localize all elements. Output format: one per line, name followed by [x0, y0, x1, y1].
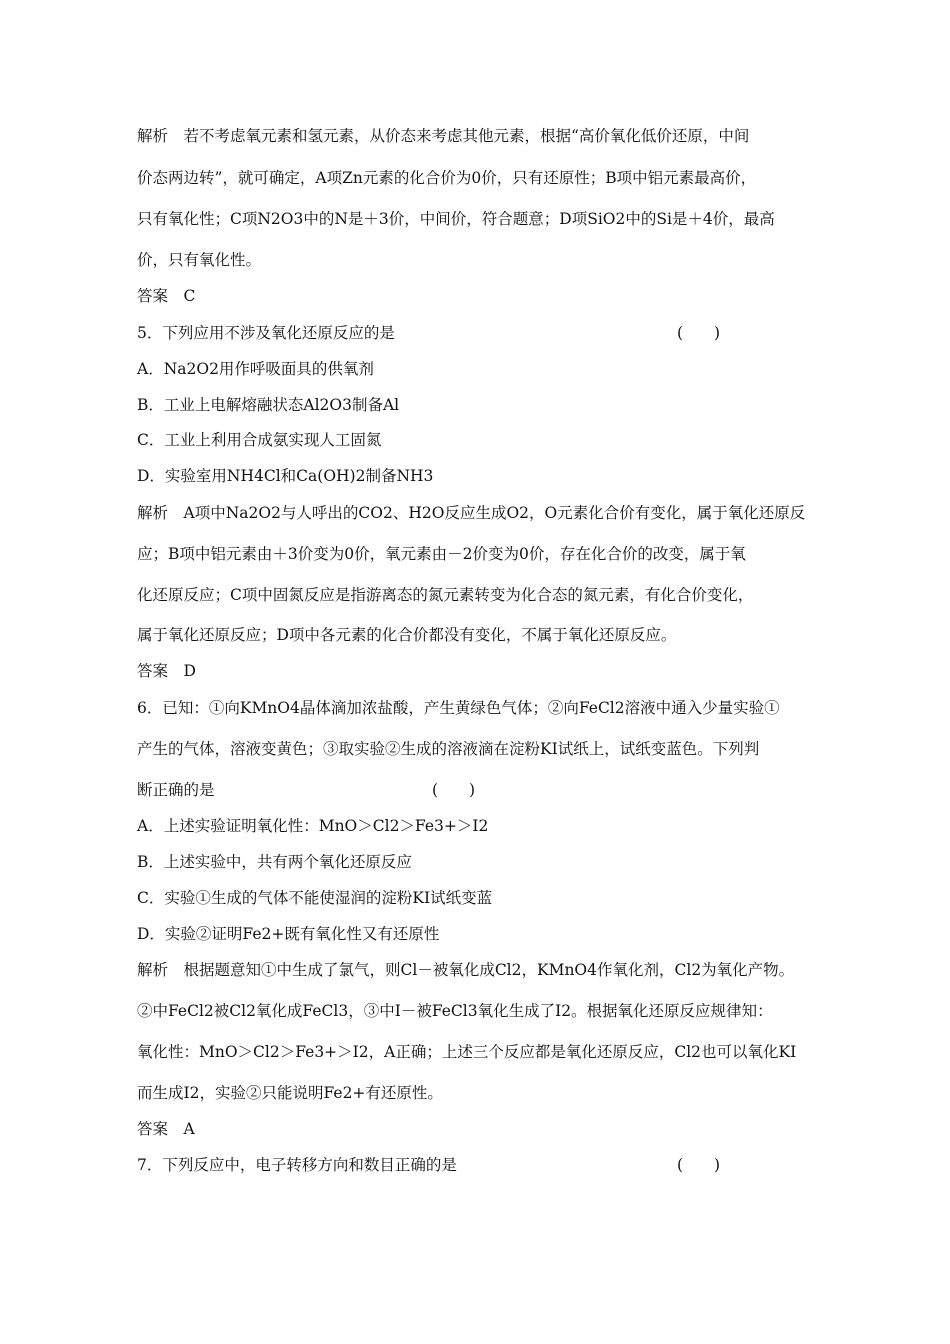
analysis-line: 而生成I2，实验②只能说明Fe2+有还原性。 — [137, 1084, 443, 1102]
analysis-line: 价态两边转”，就可确定，A项Zn元素的化合价为0价，只有还原性；B项中铝元素最高价， — [137, 169, 757, 187]
answer-line: 答案 A — [137, 1120, 195, 1138]
answer-line: 答案 D — [137, 662, 196, 680]
option-a: A．Na2O2用作呼吸面具的供氧剂 — [137, 360, 374, 378]
question-6-stem: 6．已知：①向KMnO4晶体滴加浓盐酸，产生黄绿色气体；②向FeCl2溶液中通入少量实验① — [137, 699, 780, 717]
analysis-line: 解析 根据题意知①中生成了氯气，则Cl－被氧化成Cl2，KMnO4作氧化剂，Cl2为氧化产物。 — [137, 961, 795, 979]
option-b: B．上述实验中，共有两个氧化还原反应 — [137, 853, 412, 871]
answer-blank: ( ) — [677, 1156, 721, 1174]
question-6-stem: 产生的气体，溶液变黄色；③取实验②生成的溶液滴在淀粉KI试纸上，试纸变蓝色。下列判 — [137, 740, 760, 758]
question-7-stem: 7．下列反应中，电子转移方向和数目正确的是 — [137, 1156, 457, 1174]
analysis-line: 解析 若不考虑氧元素和氢元素，从价态来考虑其他元素，根据“高价氧化低价还原，中间 — [137, 127, 750, 145]
question-6-stem: 断正确的是 — [137, 781, 215, 799]
answer-blank: ( ) — [432, 781, 476, 799]
analysis-line: 化还原反应；C项中固氮反应是指游离态的氮元素转变为化合态的氮元素，有化合价变化， — [137, 586, 754, 604]
analysis-line: ②中FeCl2被Cl2氧化成FeCl3，③中I－被FeCl3氧化生成了I2。根据氧化还原反应规律知： — [137, 1002, 773, 1020]
option-a: A．上述实验证明氧化性：MnO＞Cl2＞Fe3+＞I2 — [137, 817, 489, 835]
answer-line: 答案 C — [137, 287, 196, 305]
option-b: B．工业上电解熔融状态Al2O3制备Al — [137, 396, 400, 414]
analysis-line: 价，只有氧化性。 — [137, 251, 262, 269]
question-5-stem: 5．下列应用不涉及氧化还原反应的是 — [137, 324, 395, 342]
analysis-line: 应；B项中铝元素由＋3价变为0价，氧元素由－2价变为0价，存在化合价的改变，属于氧 — [137, 545, 746, 563]
option-d: D．实验室用NH4Cl和Ca(OH)2制备NH3 — [137, 467, 434, 485]
analysis-line: 解析 A项中Na2O2与人呼出的CO2、H2O反应生成O2，O元素化合价有变化，属于氧化还原反 — [137, 504, 806, 522]
analysis-line: 只有氧化性；C项N2O3中的N是＋3价，中间价，符合题意；D项SiO2中的Si是＋4价，最高 — [137, 210, 775, 228]
analysis-line: 氧化性：MnO＞Cl2＞Fe3+＞I2，A正确；上述三个反应都是氧化还原反应，Cl2也可以氧化KI — [137, 1043, 797, 1061]
answer-blank: ( ) — [677, 324, 721, 342]
option-c: C．实验①生成的气体不能使湿润的淀粉KI试纸变蓝 — [137, 889, 493, 907]
option-d: D．实验②证明Fe2+既有氧化性又有还原性 — [137, 925, 440, 943]
analysis-line: 属于氧化还原反应；D项中各元素的化合价都没有变化，不属于氧化还原反应。 — [137, 626, 677, 644]
option-c: C．工业上利用合成氨实现人工固氮 — [137, 431, 382, 449]
